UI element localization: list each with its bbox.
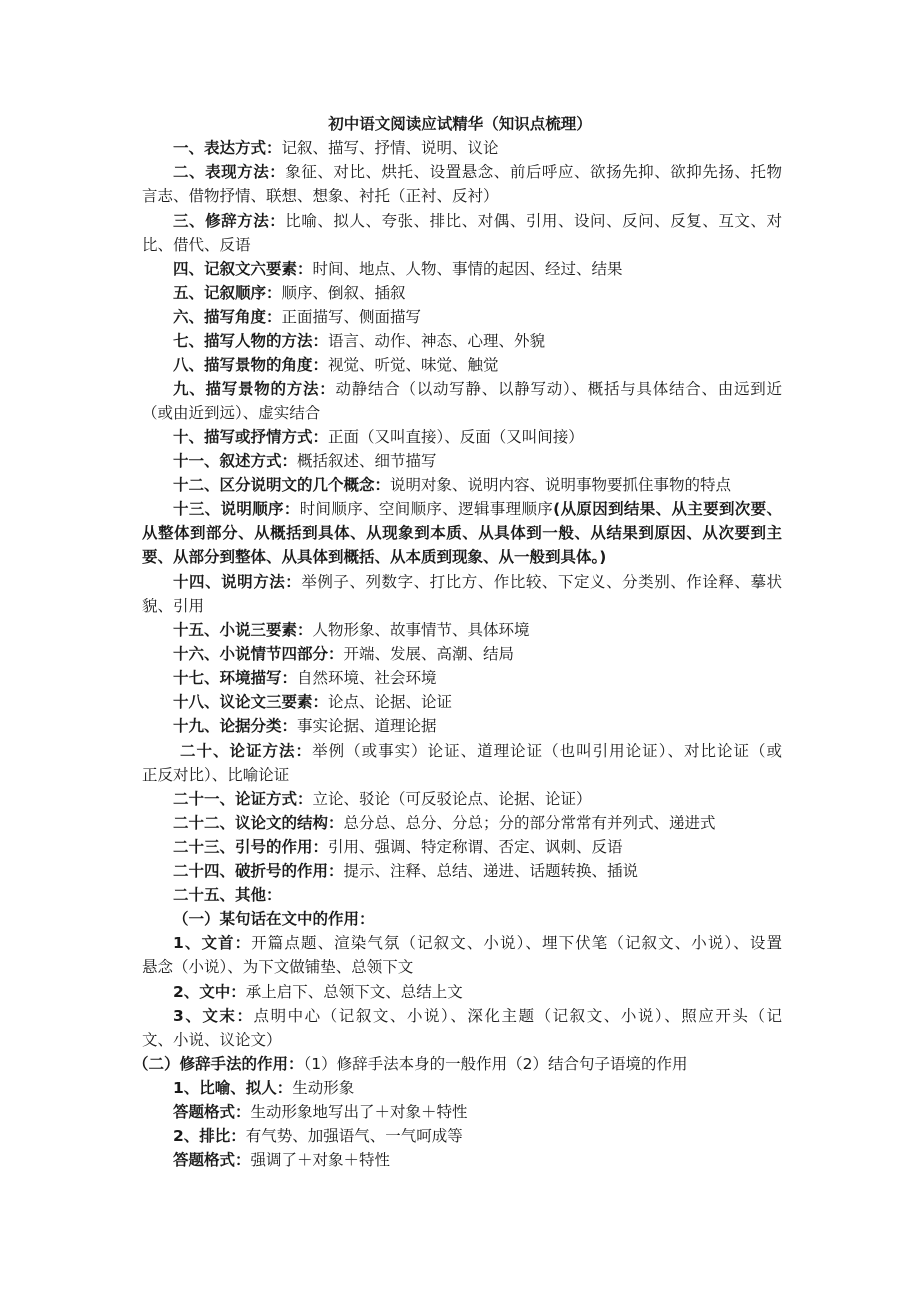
item-22	[173, 811, 782, 835]
item-label: 七、描写人物的方法：	[173, 332, 329, 350]
item-label: 五、记叙顺序：	[173, 284, 282, 302]
page-title: 初中语文阅读应试精华（知识点梳理）	[328, 115, 592, 133]
item-11	[173, 449, 782, 473]
item-label: 六、描写角度：	[173, 308, 282, 326]
entry-text: 生动形象地写出了＋对象＋特性	[250, 1103, 468, 1121]
item-label: 十、描写或抒情方式：	[173, 428, 329, 446]
item-label: 十五、小说三要素：	[173, 621, 313, 639]
entry-text: 开篇点题、渲染气氛（记叙文、小说）、埋下伏笔（记叙文、小说）、设置	[251, 934, 782, 952]
item-label: 二十、论证方法：	[180, 742, 313, 760]
entry-label: 2、文中：	[173, 983, 246, 1001]
item-24	[173, 859, 782, 883]
item-25	[173, 883, 782, 907]
item-text: 总分总、总分、分总；分的部分常常有并列式、递进式	[343, 814, 716, 832]
entry-label: 2、排比：	[173, 1127, 246, 1145]
item-label: 十四、说明方法：	[173, 573, 302, 591]
item-15	[173, 618, 782, 642]
sub1-entry-3	[173, 1004, 782, 1028]
item-label: 二十五、其他：	[173, 886, 282, 904]
sub1-entry-3-cont: 文、小说、议论文）	[142, 1031, 282, 1049]
item-text: 事实论据、道理论据	[297, 717, 437, 735]
subsection-2-note: （1）修辞手法本身的一般作用（2）结合句子语境的作用	[303, 1055, 688, 1073]
item-13	[173, 497, 782, 521]
item-20	[180, 739, 782, 763]
item-label: 十一、叙述方式：	[173, 452, 298, 470]
item-text: 说明对象、说明内容、说明事物要抓住事物的特点	[390, 476, 732, 494]
entry-label: 1、文首：	[173, 934, 252, 952]
item-9	[173, 377, 782, 401]
subsection-1-heading: （一）某句话在文中的作用：	[173, 910, 375, 928]
item-18	[173, 690, 782, 714]
sub2-entry-3	[173, 1124, 782, 1148]
item-text: 人物形象、故事情节、具体环境	[312, 621, 530, 639]
item-3	[173, 209, 782, 233]
item-16	[173, 642, 782, 666]
item-1	[173, 136, 782, 160]
item-label: 一、表达方式：	[173, 139, 282, 157]
entry-text: 有气势、加强语气、一气呵成等	[245, 1127, 463, 1145]
item-label: 十九、论据分类：	[173, 717, 298, 735]
item-14-cont: 貌、引用	[142, 597, 205, 615]
item-text: 比喻、拟人、夸张、排比、对偶、引用、设问、反问、反复、互文、对	[285, 212, 782, 230]
entry-label: 1、比喻、拟人：	[173, 1079, 293, 1097]
item-text-bold: (从原因到结果、从主要到次要、	[553, 500, 782, 518]
item-text-bold: 要、从部分到整体、从具体到概括、从本质到现象、从一般到具体。)	[142, 548, 607, 566]
item-label: 十七、环境描写：	[173, 669, 298, 687]
item-text: 自然环境、社会环境	[297, 669, 437, 687]
item-label: 二、表现方法：	[173, 163, 286, 181]
entry-text: 生动形象	[292, 1079, 355, 1097]
sub1-entry-2	[173, 980, 782, 1004]
item-12	[173, 473, 782, 497]
item-20-cont: 正反对比）、比喻论证	[142, 766, 290, 784]
item-label: 八、描写景物的角度：	[173, 356, 329, 374]
item-label: 十八、议论文三要素：	[173, 693, 329, 711]
entry-label: 3、文末：	[173, 1007, 254, 1025]
item-13-cont	[142, 545, 782, 569]
sub1-entry-1	[173, 931, 782, 955]
item-19	[173, 714, 782, 738]
item-2	[173, 160, 782, 184]
item-23	[173, 835, 782, 859]
item-text: 顺序、倒叙、插叙	[281, 284, 406, 302]
item-text: 立论、驳论（可反驳论点、论据、论证）	[312, 790, 592, 808]
entry-label: 答题格式：	[173, 1103, 251, 1121]
item-text: 动静结合（以动写静、以静写动）、概括与具体结合、由远到近	[335, 380, 782, 398]
sub2-entry-2	[173, 1100, 782, 1124]
item-8	[173, 353, 782, 377]
item-text: 论点、论据、论证	[328, 693, 453, 711]
item-text-bold: 从整体到部分、从概括到具体、从现象到本质、从具体到一般、从结果到原因、从次要到主	[142, 524, 782, 542]
item-label: 四、记叙文六要素：	[173, 260, 313, 278]
entry-label: 答题格式：	[173, 1151, 251, 1169]
item-label: 九、描写景物的方法：	[173, 380, 336, 398]
sub1-entry-1-cont: 悬念（小说）、为下文做铺垫、总领下文	[142, 958, 414, 976]
item-text: 举例子、列数字、打比方、作比较、下定义、分类别、作诠释、摹状	[301, 573, 782, 591]
item-text: 正面（又叫直接）、反面（又叫间接）	[328, 428, 584, 446]
item-text: 引用、强调、特定称谓、否定、讽刺、反语	[328, 838, 623, 856]
item-label: 十三、说明顺序：	[173, 500, 300, 518]
item-3-cont: 比、借代、反语	[142, 236, 251, 254]
item-9-cont: （或由近到远）、虚实结合	[142, 404, 321, 422]
item-label: 十六、小说情节四部分：	[173, 645, 344, 663]
entry-text: 点明中心（记叙文、小说）、深化主题（记叙文、小说）、照应开头（记	[253, 1007, 782, 1025]
item-label: 二十一、论证方式：	[173, 790, 313, 808]
item-17	[173, 666, 782, 690]
item-text: 视觉、听觉、味觉、触觉	[328, 356, 499, 374]
item-label: 三、修辞方法：	[173, 212, 286, 230]
item-text: 时间、地点、人物、事情的起因、经过、结果	[312, 260, 623, 278]
entry-text: 强调了＋对象＋特性	[250, 1151, 391, 1169]
item-text: 举例（或事实）论证、道理论证（也叫引用论证）、对比论证（或	[312, 742, 782, 760]
item-label: 二十二、议论文的结构：	[173, 814, 344, 832]
item-label: 二十三、引号的作用：	[173, 838, 329, 856]
item-text: 正面描写、侧面描写	[281, 308, 422, 326]
item-6	[173, 305, 782, 329]
item-4	[173, 257, 782, 281]
item-7	[173, 329, 782, 353]
item-text: 概括叙述、细节描写	[297, 452, 437, 470]
item-13-cont	[142, 521, 782, 545]
item-5	[173, 281, 782, 305]
sub2-entry-1	[173, 1076, 782, 1100]
item-text: 象征、对比、烘托、设置悬念、前后呼应、欲扬先抑、欲抑先扬、托物	[285, 163, 782, 181]
item-21	[173, 787, 782, 811]
item-label: 二十四、破折号的作用：	[173, 862, 344, 880]
item-text: 时间顺序、空间顺序、逻辑事理顺序	[299, 500, 554, 518]
item-14	[173, 570, 782, 594]
item-text: 语言、动作、神态、心理、外貌	[328, 332, 546, 350]
item-10	[173, 425, 782, 449]
item-label: 十二、区分说明文的几个概念：	[173, 476, 391, 494]
item-text: 提示、注释、总结、递进、话题转换、插说	[343, 862, 639, 880]
subsection-2-heading: （二）修辞手法的作用：（1）修辞手法本身的一般作用（2）结合句子语境的作用	[133, 1055, 688, 1073]
entry-text: 承上启下、总领下文、总结上文	[245, 983, 463, 1001]
item-2-cont: 言志、借物抒情、联想、想象、衬托（正衬、反衬）	[142, 187, 499, 205]
item-text: 开端、发展、高潮、结局	[343, 645, 515, 663]
sub2-entry-4	[173, 1148, 782, 1172]
item-text: 记叙、描写、抒情、说明、议论	[281, 139, 499, 157]
